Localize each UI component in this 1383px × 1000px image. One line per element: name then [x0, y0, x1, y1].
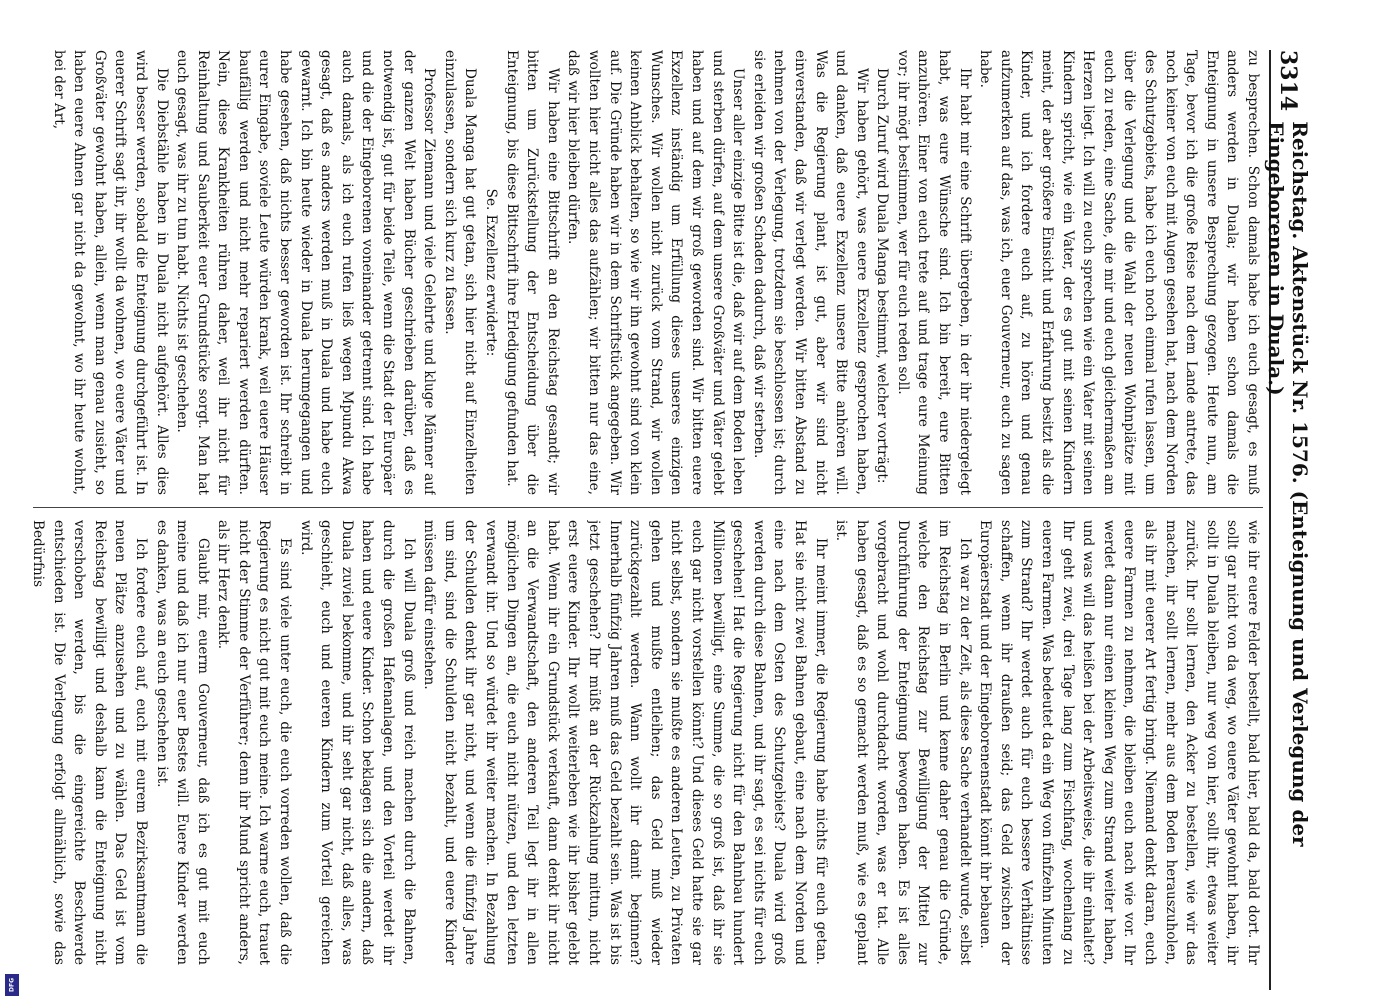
paragraph: Ihr meint immer, die Regierung habe nichts für euch getan. Hat sie nicht zwei Bahnen gebaut, eine nach dem Norden und eine nach dem Osten des Schutzgebiets? Duala wird groß werden durch diese Bahnen, und ihr sagt, es sei nichts für euch geschehen! Hat die Regierung nicht für den Bahnbau hundert Millionen bewilligt, eine Summe, die so groß ist, daß ihr sie euch gar nicht vorstellen könnt? Und dieses Geld hatte sie gar nicht selbst, sondern sie mußte es anderen Leuten, zu Privaten gehen und mußte entleihen; das Geld muß wieder zurückgezahlt werden. Wann wollt ihr damit beginnen? Innerhalb fünfzig Jahren muß das Geld bezahlt sein. Was ist bis jetzt geschehen? Ihr müßt an der Rückzahlung mittun, nicht erst euere Kinder. Ihr wollt weiterleben wie ihr bisher gelebt habt. Wenn ihr ein Grundstück verkauft, dann denkt ihr nicht an die Verwandtschaft, den anderen Teil legt ihr in allen möglichen Dingen an, die euch nicht nützen, und den letzten verwandt ihr. Und so würdet ihr weiter machen. In Bezahlung der Schulden denkt ihr gar nicht, und wenn die fünfzig Jahre um sind, sind die Schulden nicht bezahlt, und euere Kinder müssen dafür einstehen. — [421, 520, 829, 965]
paragraph: wie ihr euere Felder bestellt, bald hier, bald da, bald dort. Ihr sollt gar nicht von da weg, wo euere Väter gewohnt haben, ihr sollt in Duala bleiben, nur weg von hier, sollt ihr, etwas weiter zurück. Ihr sollt lernen, den Acker zu bestellen, wie wir das machen, ihr sollt lernen, mehr aus dem Boden herauszuholen, als ihr mit euerer Art fertig bringt. Niemand denkt daran, euch euere Farmen zu nehmen, die bleiben euch nach wie vor. Ihr werdet dann nur einen kleinen Weg zum Strand weiter haben, und was will das heißen bei der Arbeitsweise, die ihr einhaltet? Ihr geht zwei, drei Tage lang zum Fischfang, wochenlang zu eueren Farmen. Was bedeutet da ein Weg von fünfzehn Minuten zum Strand? Ihr werdet auch für euch bessere Verhältnisse schaffen, wenn ihr draußen seid; das Geld zwischen der Europäerstadt und der Eingeborenenstadt könnt ihr bebauen. — [977, 520, 1261, 965]
digitization-footer — [4, 0, 26, 1000]
paragraph: Duala Manga hat gut getan, sich hier nicht auf Einzelheiten einzulassen, sondern sich kurz zu fassen. — [441, 50, 479, 495]
paragraph: Ich fordere euch auf, euch mit eurem Bezirksamtmann die neuen Plätze anzusehen und zu wählen. Das Geld ist vom Reichstag bewilligt und deshalb kann die Enteignung nicht verschoben werden, bis die eingereichte Beschwerde entschieden ist. Die Verlegung erfolgt allmählich, sowie das Bedürfnis — [29, 520, 149, 965]
left-column — [23, 50, 1263, 495]
column-divider — [33, 507, 1263, 508]
paragraph: Ihr habt mir eine Schrift übergeben, in der ihr niedergelegt habt, was eure Wünsche sind. Ich bin bereit, eure Bitten anzuhören. Einer von euch trete auf und trage eure Meinung vor; ihr mögt bestimmen, wer für euch reden soll. — [894, 50, 973, 495]
right-column — [23, 520, 1263, 965]
paragraph: Ich war zu der Zeit, als diese Sache verhandelt wurde, selbst im Reichstag in Berlin und kenne daher genau die Gründe, welche den Reichstag zur Bewilligung der Mittel zur Durchführung der Enteignung bewogen haben. Es ist alles vorgebracht und wohl durchdacht worden, was er tat. Alle haben gesagt, daß es so gemacht werden muß, wie es geplant ist. — [833, 520, 973, 965]
footer-text — [0, 35, 4, 995]
document-page — [15, 50, 1312, 990]
paragraph: Wir haben gehört, was euere Exzellenz gesprochen haben, und danken, daß euere Exzellenz unsere Bitte anhören will. Was die Regierung plant, ist gut, aber wir sind nicht einverstanden, daß wir verlegt werden. Wir bitten Abstand zu nehmen von der Verlegung, trotzdem sie beschlossen ist; durch sie erleiden wir großen Schaden dadurch, daß wir sterben. — [750, 50, 870, 495]
page-header — [1264, 50, 1312, 990]
page-number: 3314 — [1275, 50, 1301, 112]
paragraph: Wir haben eine Bittschrift an den Reichstag gesandt; wir bitten um Zurückstellung der Entscheidung über die Enteignung, bis diese Bittschrift ihre Erledigung gefunden hat. — [503, 50, 561, 495]
paragraph: Glaubt mir, euerm Gouverneur, daß ich es gut mit euch meine und daß ich nur euer Bestes will. Euere Kinder werden es danken, was an euch geschehen ist. — [153, 520, 211, 965]
paragraph: Unser aller einzige Bitte ist die, daß wir auf dem Boden leben und sterben dürfen, auf dem unsere Großväter und Väter gelebt haben und auf dem wir groß geworden sind. Wir bitten euere Exzellenz inständig um Erfüllung dieses unseres einzigen Wunsches. Wir wollen nicht zurück vom Strand, wir wollen keinen Anblick behalten, so wie wir ihn gewohnt sind von klein auf. Die Gründe haben wir in dem Schriftstück angegeben. Wir wollten hier nicht alles das aufzählen; wir bitten nur das eine, daß wir hier bleiben dürfen. — [565, 50, 747, 495]
dfg-logo: DFG — [5, 974, 19, 996]
page-title: Reichstag. Aktenstück Nr. 1576. (Enteignung und Verlegung der Eingeborenen in Duala.) — [1264, 121, 1312, 847]
paragraph: Ich will Duala groß und reich machen durch die Bahnen, durch die großen Hafenanlagen, und den Vorteil werdet ihr haben und euere Kinder. Schon beklagen sich die andern, daß Duala zuviel bekomme, und ihr seht gar nicht, daß alles, was geschieht, euch und eueren Kindern zum Vorteil gereichen wird. — [297, 520, 417, 965]
paragraph: Die Diebstähle haben in Duala nicht aufgehört. Alles dies wird besser werden, sobald die Enteignung durchgeführt ist. In euerer Schrift sagt ihr, ihr wollt da wohnen, wo euere Väter und Großväter gewohnt haben, allein, wenn man genau zusieht, so haben euere Ahnen gar nicht da gewohnt, wo ihr heute wohnt, bei der Art, — [50, 50, 170, 495]
paragraph: Es sind viele unter euch, die euch vorreden wollen, daß die Regierung es nicht gut mit euch meine. Ich warne euch, trauet nicht der Stimme der Verführer; denn ihr Mund spricht anders, als ihr Herz denkt. — [215, 520, 294, 965]
paragraph: Se. Exzellenz erwiderte: — [483, 188, 500, 357]
paragraph: Professor Ziemann und viele Gelehrte und kluge Männer auf der ganzen Welt haben Bücher geschrieben darüber, daß es notwendig ist, gut für beide Teile, wenn die Stadt der Europäer und die der Eingeborenen voneinander getrennt sind. Ich habe auch damals, als ich euch rufen ließ wegen Mpundu Akwa gesagt, daß es anders werden muß in Duala und habe euch gewarnt. Ich bin heute wieder in Duala herumgegangen und habe gesehen, daß nichts besser geworden ist. Ihr schreibt in eurer Eingabe, soviele Leute würden krank, weil euere Häuser baufällig werden und nicht mehr repariert werden dürften. Nein, diese Krankheiten rühren daher, weil ihr nicht für Reinhaltung und Sauberkeit euer Grundstücke sorgt. Man hat euch gesagt, was ihr zu tun habt. Nichts ist geschehen. — [174, 50, 438, 495]
paragraph: Durch Zuruf wird Duala Manga bestimmt, welcher vorträgt: — [874, 68, 891, 484]
paragraph: zu besprechen. Schon damals habe ich euch gesagt, es muß anders werden in Duala; wir haben schon damals die Enteignung in unsere Besprechung gezogen. Heute nun, am Tage, bevor ich die große Reise nach dem Lande antrete, das noch keiner von euch mit Augen gesehen hat, nach dem Norden des Schutzgebiets, habe ich euch noch einmal rufen lassen, um über die Verlegung und die Wahl der neuen Wohnplätze mit euch zu reden, eine Sache, die mir und euch gleichermaßen am Herzen liegt. Ich will zu euch sprechen wie ein Vater mit seinen Kindern spricht, wie ein Vater, der es gut mit seinen Kindern meint, der aber größere Einsicht und Erfahrung besitzt als die Kinder, und ich fordere euch auf, zu hören und genau aufzumerken auf das, was ich, euer Gouverneur, euch zu sagen habe. — [977, 50, 1261, 495]
